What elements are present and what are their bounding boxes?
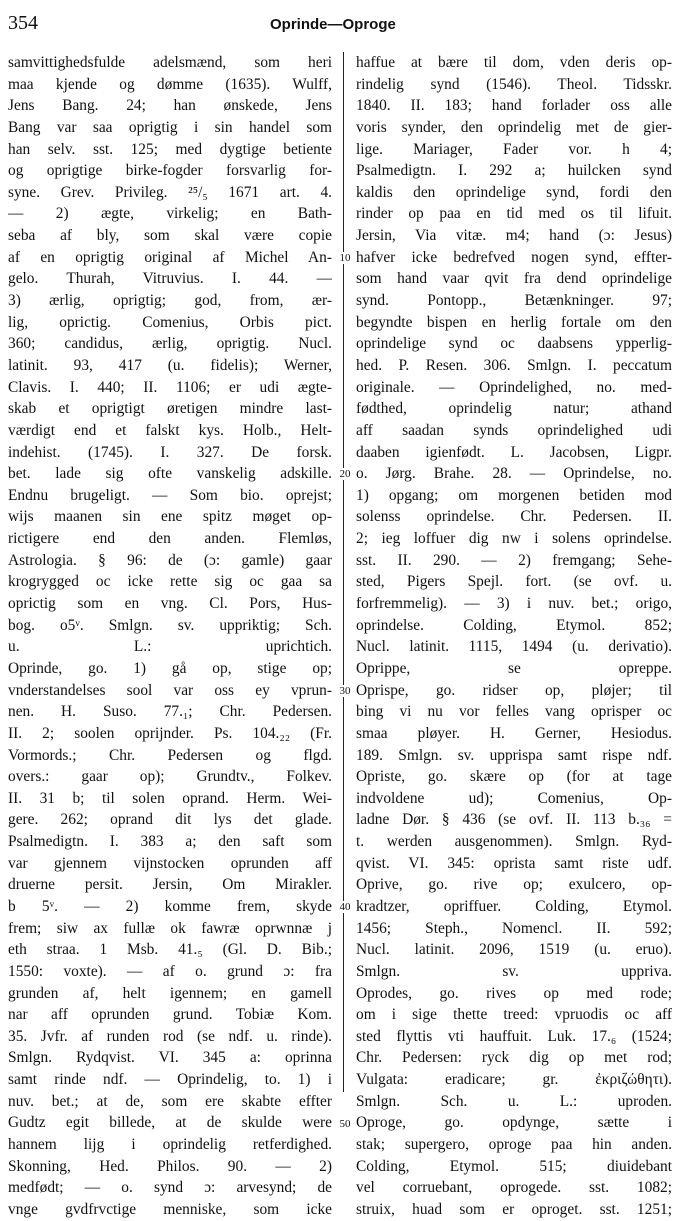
text-line: overs.: gaar op); Grundtv., Folkev. [8,768,332,786]
text-line: Smlgn. Sch. u. L.: uproden. [356,1092,672,1110]
text-line: rinder op paa en tid med os til lifuit. [356,205,672,223]
text-line: hannem lijg i oprindelig retferdighed. [8,1136,332,1154]
text-line: gelo. Thurah, Vitruvius. I. 44. — [8,270,332,288]
text-line: II. 2; soolen oprijnder. Ps. 104.₂₂ (Fr. [8,724,332,742]
text-line: II. 31 b; til solen oprand. Herm. Wei- [8,789,332,807]
text-line: oprindelse. Colding, Etymol. 852; [356,616,672,634]
text-line: rindelig synd (1546). Theol. Tidsskr. [356,75,672,93]
text-line: o. Jørg. Brahe. 28. — Oprindelse, no. [356,465,672,483]
text-line: Jersin, Via vitæ. m4; hand (ɔ: Jesus) [356,227,672,245]
text-line: begyndte bispen en herlig fortale om den [356,313,672,331]
text-line: wijs maanen sin ene spitz møget op- [8,508,332,526]
text-line: originale. — Oprindelighed, no. med- [356,378,672,396]
text-line: nen. H. Suso. 77.₁; Chr. Pedersen. [8,703,332,721]
line-number: 50 [334,1118,356,1130]
text-line: var gjennem vijnstocken oprunden aff [8,854,332,872]
text-line: ladne Dør. § 436 (se ovf. II. 113 b.₃₆ = [356,811,672,829]
line-number: 30 [334,685,356,697]
text-line: smaa pløyer. H. Gerner, Hesiodus. [356,724,672,742]
text-line: som hand vaar qvit fra dend oprindelige [356,270,672,288]
text-line: Jens Bang. 24; han ønskede, Jens [8,97,332,115]
text-line: daaben igienfødt. L. Jacobsen, Ligpr. [356,443,672,461]
text-line: Oproge, go. opdynge, sætte i [356,1114,672,1132]
text-line: seba af bly, som skal være copie [8,227,332,245]
text-line: latinit. 93, 417 (u. fidelis); Werner, [8,356,332,374]
text-line: Chr. Pedersen: ryck dig op met rod; [356,1049,672,1067]
text-line: sted flyttis vti hauffuit. Luk. 17.₆ (1524; [356,1027,672,1045]
text-line: Nucl. latinit. 2096, 1519 (u. eruo). [356,941,672,959]
text-line: Oprive, go. rive op; exulcero, op- [356,876,672,894]
running-head: Oprinde—Oproge [270,16,396,33]
text-line: syne. Grev. Privileg. ²⁵/₅ 1671 art. 4. [8,183,332,201]
text-line: sst. II. 290. — 2) fremgang; Sehe- [356,551,672,569]
text-line: 1456; Steph., Nomencl. II. 592; [356,919,672,937]
text-line: Bang var saa oprigtig i sin handel som [8,118,332,136]
text-line: Astrologia. § 96: de (ɔ: gamle) gaar [8,551,332,569]
text-line: 2; ieg loffuer dig nw i solens oprindelse. [356,530,672,548]
text-line: voris synder, den oprindelig met de gier- [356,118,672,136]
text-line: Gudtz egit billede, at de skulde were [8,1114,332,1132]
text-line: aff saadan synds oprindelighed udi [356,421,672,439]
text-line: 189. Smlgn. sv. upprispa samt rispe ndf. [356,746,672,764]
left-column [8,52,332,1221]
line-number: 20 [334,468,356,480]
text-line: af en oprigtig original af Michel An- [8,248,332,266]
text-line: krogrygged oc icke rette sig oc gaa sa [8,573,332,591]
text-line: t. werden ausgenommen). Smlgn. Ryd- [356,833,672,851]
text-line: Colding, Etymol. 515; diuidebant [356,1157,672,1175]
text-line: hafver icke bedrefved nogen synd, effter- [356,248,672,266]
text-line: Clavis. I. 440; II. 1106; er udi ægte- [8,378,332,396]
text-line: nar aff oprunden grund. Tobiæ Kom. [8,1006,332,1024]
text-line: 1550: voxte). — af o. grund ɔ: fra [8,962,332,980]
text-line: maa kjende og dømme (1635). Wulff, [8,75,332,93]
line-number: 10 [334,252,356,264]
text-line: Psalmedigtn. I. 383 a; den saft som [8,833,332,851]
text-line: kradtzer, opriffuer. Colding, Etymol. [356,897,672,915]
text-line: fødthed, oprindelig natur; athand [356,400,672,418]
text-line: bet. lade sig ofte vanskelig adskille. [8,465,332,483]
text-line: synd. Pontopp., Betænkninger. 97; [356,292,672,310]
text-line: samvittighedsfulde adelsmænd, som heri [8,54,332,71]
text-line: Endnu brugeligt. — Som bio. oprejst; [8,486,332,504]
text-line: gere. 262; oprand dit lys det glade. [8,811,332,829]
text-line: lige. Mariager, Fader vor. h 4; [356,140,672,158]
text-line: rictigere end den anden. Flemløs, [8,530,332,548]
text-line: samt rinde ndf. — Oprindelig, to. 1) i [8,1071,332,1089]
text-line: værdigt end et falskt kys. Holb., Helt- [8,421,332,439]
text-line: eth straa. 1 Msb. 41.₅ (Gl. D. Bib.; [8,941,332,959]
text-line: Smlgn. sv. uppriva. [356,962,672,980]
text-line: vnge gvdfrvctige menniske, som icke [8,1200,332,1218]
text-line: Skonning, Hed. Philos. 90. — 2) [8,1157,332,1175]
text-line: om i sige thette treed: vpruodis oc aff [356,1006,672,1024]
text-line: haffue at bære til dom, vden deris op- [356,54,672,71]
text-line: 35. Jvfr. af runden rod (se ndf. u. rinde). [8,1027,332,1045]
text-line: lig, oprictig. Comenius, Orbis pict. [8,313,332,331]
text-line: vel corruebant, oprogede. sst. 1082; [356,1179,672,1197]
text-line: grunden af, helt igennem; en gamell [8,984,332,1002]
text-line: Oprippe, se opreppe. [356,659,672,677]
text-line: Smlgn. Rydqvist. VI. 345 a: oprinna [8,1049,332,1067]
text-line: 1) opgang; om morgenen betiden mod [356,486,672,504]
text-line: struix, huad som er oproget. sst. 1251; [356,1200,672,1218]
text-line: bing vi nu vor felles vang oprisper oc [356,703,672,721]
text-line: indehist. (1745). I. 327. De forsk. [8,443,332,461]
text-line: nuv. bet.; at de, som ere skabte effter [8,1092,332,1110]
text-line: han selv. sst. 125; med dygtige betiente [8,140,332,158]
text-line: Vulgata: eradicare; gr. ἐκριζώθητι). [356,1071,672,1089]
text-line: u. L.: uprichtich. [8,638,332,656]
text-line: stak; supergero, oproge paa hin anden. [356,1136,672,1154]
line-number: 40 [334,901,356,913]
text-line: — 2) ægte, virkelig; en Bath- [8,205,332,223]
text-line: Opriste, go. skære op (for at tage [356,768,672,786]
text-line: indvoldene ud); Comenius, Op- [356,789,672,807]
page-header [0,0,678,48]
text-line: solenss oprindelse. Chr. Pedersen. II. [356,508,672,526]
text-line: kaldis den oprindelige synd, fordi den [356,183,672,201]
text-line: 360; candidus, ærlig, oprigtig. Nucl. [8,335,332,353]
text-line: druerne persit. Jersin, Om Mirakler. [8,876,332,894]
text-line: frem; siw ax fullæ ok fawræ oprwnnæ j [8,919,332,937]
text-line: 3) ærlig, oprigtig; god, from, ær- [8,292,332,310]
text-line: Vormords.; Chr. Pedersen og flgd. [8,746,332,764]
text-line: oprictig som en vng. Cl. Pors, Hus- [8,595,332,613]
text-line: Nucl. latinit. 1115, 1494 (u. derivatio). [356,638,672,656]
text-line: vnderstandelses sool var oss ey vprun- [8,681,332,699]
text-line: Oprodes, go. rives op med rode; [356,984,672,1002]
text-line: og oprigtige birke-fogder forsvarlig for- [8,162,332,180]
text-line: qvist. VI. 345: oprista samt riste udf. [356,854,672,872]
text-line: skab et oprigtigt øretigen mindre last- [8,400,332,418]
text-line: oprindelige synd oc daabsens ypperlig- [356,335,672,353]
text-line: sted, Pigers Spejl. fort. (se ovf. u. [356,573,672,591]
text-line: medfødt; — o. synd ɔ: arvesynd; de [8,1179,332,1197]
text-line: Oprinde, go. 1) gå op, stige op; [8,659,332,677]
text-line: bog. o5ᵛ. Smlgn. sv. uppriktig; Sch. [8,616,332,634]
text-line: forfremmelig). — 3) i nuv. bet.; origo, [356,595,672,613]
page-number: 354 [8,12,38,34]
column-divider [343,52,344,1092]
text-line: Oprispe, go. ridser op, pløjer; til [356,681,672,699]
text-line: hed. P. Resen. 306. Smlgn. I. peccatum [356,356,672,374]
right-column [356,52,672,1221]
text-line: 1840. II. 183; hand forlader oss alle [356,97,672,115]
text-line: b 5ᵛ. — 2) komme frem, skyde [8,897,332,915]
text-line: Psalmedigtn. I. 292 a; huilcken synd [356,162,672,180]
